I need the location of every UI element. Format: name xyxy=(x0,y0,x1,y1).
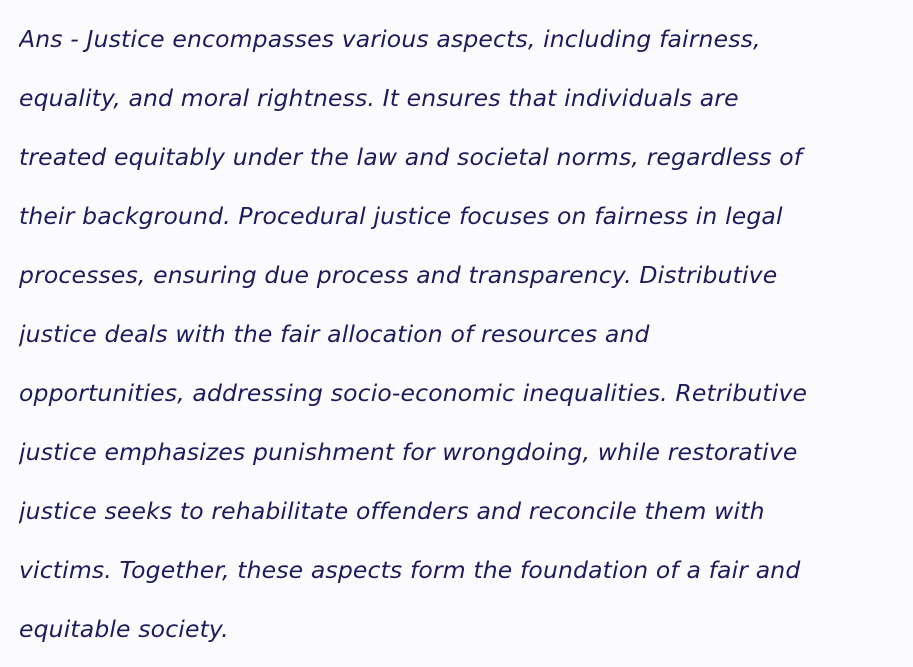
answer-line-10: victims. Together, these aspects form the foundation of a fair and xyxy=(19,556,801,584)
answer-line-2: equality, and moral rightness. It ensures that individuals are xyxy=(19,84,739,112)
answer-line-5: processes, ensuring due process and transparency. Distributive xyxy=(19,261,778,289)
answer-line-11: equitable society. xyxy=(19,615,229,643)
answer-line-1: Ans - Justice encompasses various aspects, including fairness, xyxy=(19,25,761,53)
answer-line-3: treated equitably under the law and societal norms, regardless of xyxy=(19,143,803,171)
answer-text-block xyxy=(19,10,909,659)
answer-line-4: their background. Procedural justice focuses on fairness in legal xyxy=(19,202,783,230)
answer-line-9: justice seeks to rehabilitate offenders and reconcile them with xyxy=(19,497,765,525)
answer-line-6: justice deals with the fair allocation of resources and xyxy=(19,320,650,348)
answer-line-8: justice emphasizes punishment for wrongdoing, while restorative xyxy=(19,438,798,466)
answer-line-7: opportunities, addressing socio-economic inequalities. Retributive xyxy=(19,379,808,407)
